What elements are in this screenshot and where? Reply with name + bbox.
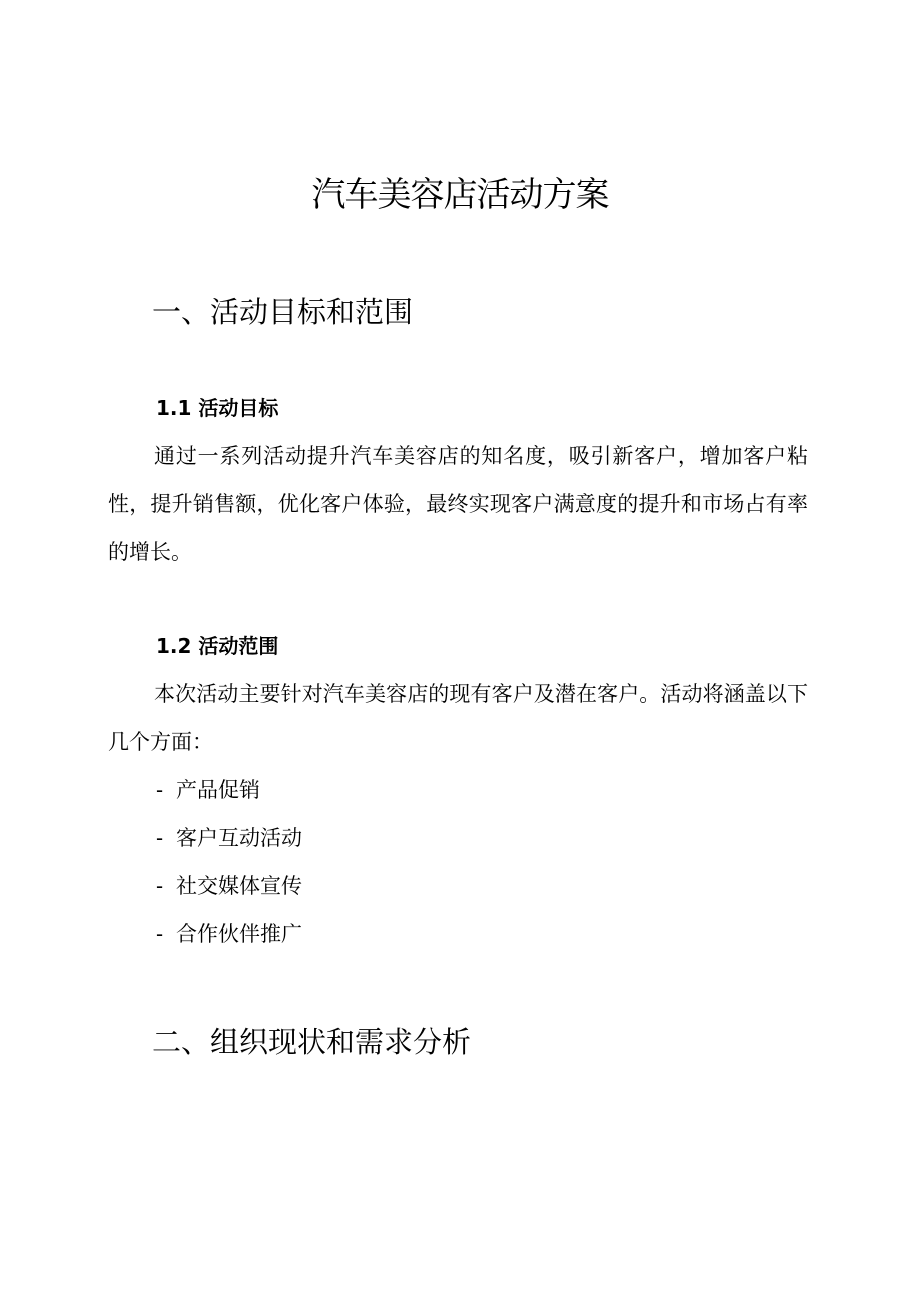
document-title: 汽车美容店活动方案 xyxy=(311,175,609,215)
section-heading-2: 二、组织现状和需求分析 xyxy=(152,1025,472,1059)
list-item xyxy=(156,910,302,958)
list-item xyxy=(156,766,302,814)
subsection-heading-1-1: 1.1 活动目标 xyxy=(156,396,279,420)
bullet-marker: - xyxy=(156,826,164,850)
section-heading-1: 一、活动目标和范围 xyxy=(152,295,414,329)
bullet-marker: - xyxy=(156,778,164,802)
list-item-text: 客户互动活动 xyxy=(176,826,302,850)
list-item-text: 社交媒体宣传 xyxy=(176,874,302,898)
paragraph-activity-goal: 通过一系列活动提升汽车美容店的知名度，吸引新客户，增加客户粘性，提升销售额，优化客户体验，最终实现客户满意度的提升和市场占有率的增长。 xyxy=(108,444,808,564)
list-item-text: 产品促销 xyxy=(176,778,260,802)
list-item xyxy=(156,814,302,862)
subsection-heading-1-2: 1.2 活动范围 xyxy=(156,634,279,658)
paragraph-activity-scope: 本次活动主要针对汽车美容店的现有客户及潜在客户。活动将涵盖以下几个方面： xyxy=(108,682,808,754)
scope-list xyxy=(156,766,302,958)
bullet-marker: - xyxy=(156,874,164,898)
list-item xyxy=(156,862,302,910)
list-item-text: 合作伙伴推广 xyxy=(176,922,302,946)
bullet-marker: - xyxy=(156,922,164,946)
